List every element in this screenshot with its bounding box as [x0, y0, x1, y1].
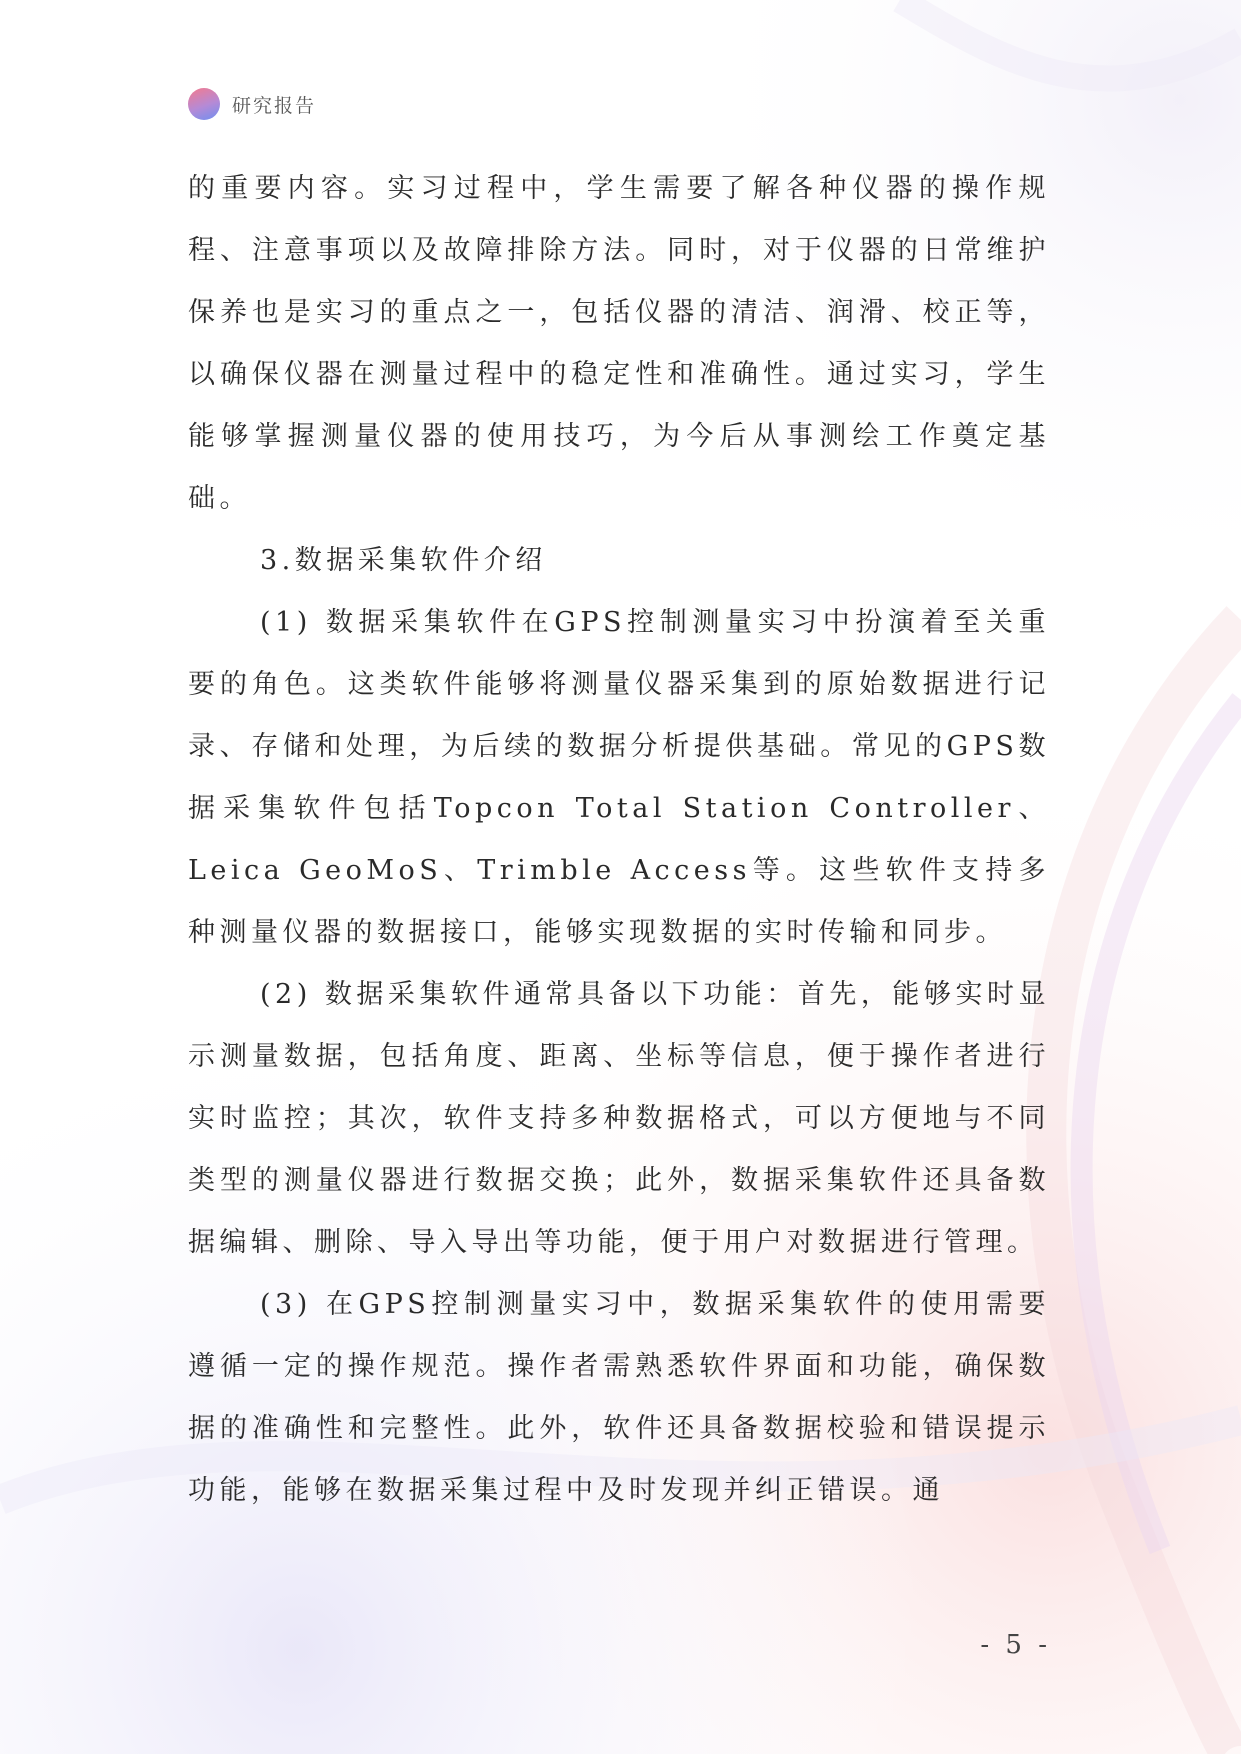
header-title: 研究报告 [232, 94, 317, 117]
logo-icon [188, 88, 220, 120]
paragraph: 的重要内容。实习过程中，学生需要了解各种仪器的操作规程、注意事项以及故障排除方法。同时，对于仪器的日常维护保养也是实习的重点之一，包括仪器的清洁、润滑、校正等，以确保仪器在测量过程中的稳定性和准确性。通过实习，学生能够掌握测量仪器的使用技巧，为今后从事测绘工作奠定基础。 [188, 173, 1050, 514]
document-body [188, 158, 1050, 1522]
paragraph: (2) 数据采集软件通常具备以下功能：首先，能够实时显示测量数据，包括角度、距离、坐标等信息，便于操作者进行实时监控；其次，软件支持多种数据格式，可以方便地与不同类型的测量仪器进行数据交换；此外，数据采集软件还具备数据编辑、删除、导入导出等功能，便于用户对数据进行管理。 [188, 979, 1050, 1258]
page-number: - 5 - [980, 1630, 1051, 1660]
paragraph: (1) 数据采集软件在GPS控制测量实习中扮演着至关重要的角色。这类软件能够将测量仪器采集到的原始数据进行记录、存储和处理，为后续的数据分析提供基础。常见的GPS数据采集软件包括Topcon Total Station Controller、Leica GeoMoS、Trimble Access等。这些软件支持多种测量仪器的数据接口，能够实现数据的实时传输和同步。 [188, 607, 1050, 948]
header [188, 88, 316, 120]
paragraph: (3) 在GPS控制测量实习中，数据采集软件的使用需要遵循一定的操作规范。操作者需熟悉软件界面和功能，确保数据的准确性和完整性。此外，软件还具备数据校验和错误提示功能，能够在数据采集过程中及时发现并纠正错误。通 [188, 1289, 1050, 1506]
section-heading: 3.数据采集软件介绍 [260, 545, 547, 576]
